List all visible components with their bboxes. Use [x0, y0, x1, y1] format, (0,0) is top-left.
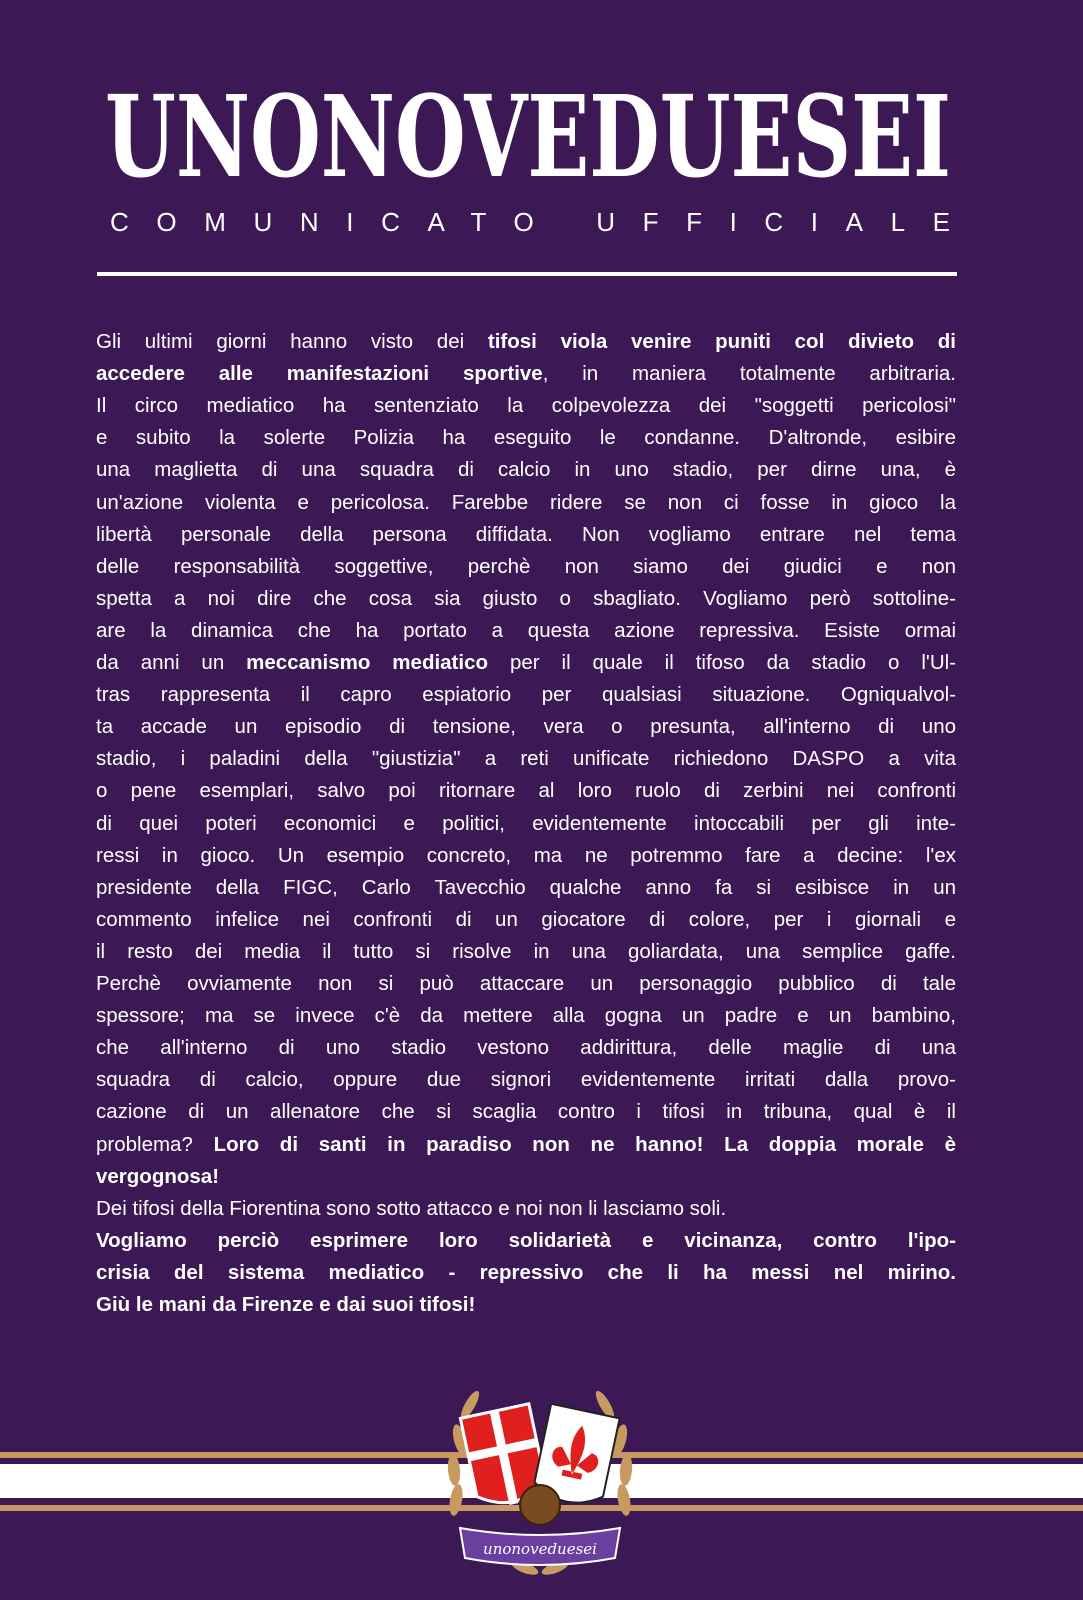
text: tras rappresenta il capro espiatorio per qualsiasi situazione. Ogniqualvol-	[96, 683, 956, 707]
banner-text: unonoveduesei	[483, 1540, 597, 1558]
text-line	[96, 743, 956, 775]
text: ressi in gioco. Un esempio concreto, ma ne potremmo fare a decine: l'ex	[96, 843, 956, 867]
text-line	[96, 775, 956, 807]
text-line	[96, 1161, 956, 1193]
text: libertà personale della persona diffidata. Non vogliamo entrare nel tema	[96, 522, 956, 546]
text-line	[96, 808, 956, 840]
text: spessore; ma se invece c'è da mettere alla gogna un padre e un bambino,	[96, 1004, 956, 1028]
text: presidente della FIGC, Carlo Tavecchio qualche anno fa si esibisce in un	[96, 875, 956, 899]
bold-text: crisia del sistema mediatico - repressivo che li ha messi nel mirino.	[96, 1260, 956, 1284]
text: di quei poteri economici e politici, evidentemente intoccabili per gli inte-	[96, 811, 956, 835]
bold-text: Giù le mani da Firenze e dai suoi tifosi!	[96, 1293, 476, 1316]
bold-text: Vogliamo perciò esprimere loro solidarietà e vicinanza, contro l'ipo-	[96, 1228, 956, 1252]
text: per il quale il tifoso da stadio o l'Ul-	[488, 651, 957, 674]
text-line	[96, 1289, 956, 1321]
bold-text: accedere alle manifestazioni sportive	[96, 362, 543, 386]
text-line	[96, 551, 956, 583]
statement-body	[96, 326, 956, 1326]
text: Gli ultimi giorni hanno visto dei	[96, 330, 488, 353]
page-title: UNONOVEDUESEI	[105, 72, 951, 203]
bold-text: meccanismo mediatico	[246, 651, 489, 674]
text-line	[96, 711, 956, 743]
text-line	[96, 936, 956, 968]
text-line	[96, 358, 956, 390]
text-line	[96, 326, 956, 358]
text: ta accade un episodio di tensione, vera o presunta, all'interno di uno	[96, 715, 956, 739]
text-line	[96, 872, 956, 904]
text-line	[96, 968, 956, 1000]
text-line	[96, 904, 956, 936]
text-line	[96, 1257, 956, 1289]
text-line	[96, 1096, 956, 1128]
text: il resto dei media il tutto si risolve in una goliardata, una semplice gaffe.	[96, 939, 956, 963]
text-line	[96, 519, 956, 551]
text-line	[96, 840, 956, 872]
text: commento infelice nei confronti di un giocatore di colore, per i giornali e	[96, 907, 956, 931]
text-line	[96, 390, 956, 422]
text: Dei tifosi della Fiorentina sono sotto attacco e noi non li lasciamo soli.	[96, 1196, 727, 1220]
text-line	[96, 1129, 956, 1161]
text-line	[96, 1000, 956, 1032]
header	[0, 0, 1083, 260]
text: da anni un	[96, 651, 247, 674]
text-line	[96, 1032, 956, 1064]
page-subtitle: COMUNICATO UFFICIALE	[110, 207, 950, 237]
text-line	[96, 615, 956, 647]
text: , in maniera totalmente arbitraria.	[542, 362, 956, 386]
text: o pene esemplari, salvo poi ritornare al loro ruolo di zerbini nei confronti	[96, 779, 956, 803]
text-line	[96, 1193, 956, 1225]
bold-text: vergognosa!	[96, 1164, 220, 1188]
text: che all'interno di uno stadio vestono addirittura, delle maglie di una	[96, 1036, 956, 1060]
club-crest-logo	[430, 1380, 650, 1580]
text-line	[96, 679, 956, 711]
bold-text: tifosi viola venire puniti col divieto di	[487, 330, 956, 353]
text: spetta a noi dire che cosa sia giusto o sbagliato. Vogliamo però sottoline-	[96, 586, 956, 610]
text: una maglietta di una squadra di calcio in uno stadio, per dirne una, è	[96, 458, 956, 482]
text: squadra di calcio, oppure due signori evidentemente irritati dalla provo-	[96, 1068, 956, 1092]
text: cazione di un allenatore che si scaglia contro i tifosi in tribuna, qual è il	[96, 1100, 956, 1124]
text-line	[96, 422, 956, 454]
text-line	[96, 647, 956, 679]
text-line	[96, 1225, 956, 1257]
text: are la dinamica che ha portato a questa azione repressiva. Esiste ormai	[96, 618, 956, 642]
bold-text: Loro di santi in paradiso non ne hanno! La doppia morale è	[213, 1132, 956, 1156]
football-icon	[520, 1485, 560, 1525]
text: Perchè ovviamente non si può attaccare un personaggio pubblico di tale	[96, 972, 956, 995]
title-block	[0, 0, 1083, 260]
text: un'azione violenta e pericolosa. Farebbe ridere se non ci fosse in gioco la	[96, 490, 956, 514]
text: e subito la solerte Polizia ha eseguito le condanne. D'altronde, esibire	[96, 426, 956, 450]
text-line	[96, 1064, 956, 1096]
text: problema?	[96, 1132, 214, 1156]
text: Il circo mediatico ha sentenziato la colpevolezza dei "soggetti pericolosi"	[96, 394, 956, 418]
text-line	[96, 454, 956, 486]
text-line	[96, 583, 956, 615]
divider	[97, 272, 957, 276]
text: stadio, i paladini della "giustizia" a reti unificate richiedono DASPO a vita	[96, 747, 956, 771]
text: delle responsabilità soggettive, perchè non siamo dei giudici e non	[96, 554, 956, 578]
text-line	[96, 487, 956, 519]
